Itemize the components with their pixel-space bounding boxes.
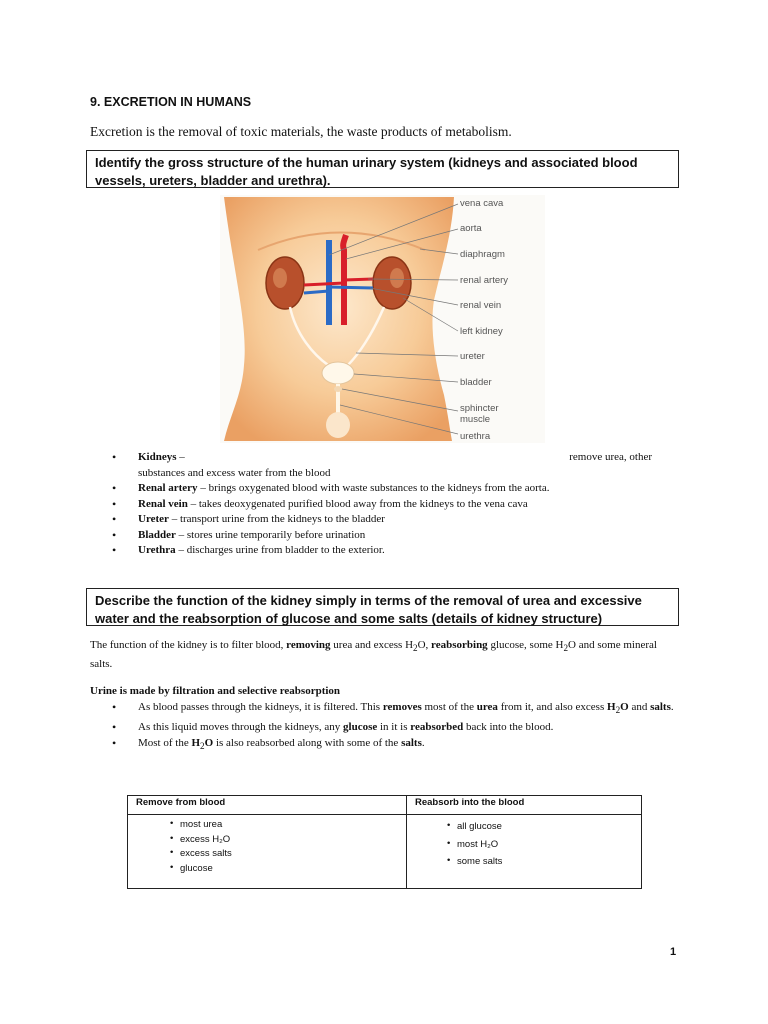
label-muscle: muscle [460, 414, 491, 425]
list-item [112, 512, 652, 528]
list-item [112, 497, 652, 513]
label-ureter: ureter [460, 351, 485, 362]
separator: – [175, 528, 187, 541]
urethra-description: discharges urine from bladder to the exterior. [186, 544, 385, 556]
list-item: • excess salts [170, 847, 406, 862]
list-item: • excess H₂O [170, 833, 406, 848]
renal-artery-right [304, 283, 344, 285]
kidneys-line [138, 450, 652, 466]
bladder [322, 362, 354, 384]
label-renal-vein: renal vein [460, 300, 502, 311]
renal-vein-description: takes deoxygenated purified blood away from the kidneys to the vena cava [198, 497, 528, 510]
label-sphincter: sphincter [460, 403, 499, 414]
list-item: • all glucose [447, 818, 641, 836]
term-ureter: Ureter [138, 513, 169, 525]
table-header-reabsorb: Reabsorb into the blood [407, 796, 642, 815]
right-kidney-highlight [273, 268, 287, 288]
list-item: • glucose [170, 862, 406, 877]
list-item: • As this liquid moves through the kidneys, any glucose in it is reabsorbed back into the blood. [112, 720, 677, 736]
label-urethra: urethra [460, 431, 491, 442]
list-item [112, 450, 652, 481]
intro-text: Excretion is the removal of toxic materials, the waste products of metabolism. [90, 124, 512, 139]
list-item [112, 528, 652, 544]
table-header-remove: Remove from blood [128, 796, 407, 815]
left-kidney-highlight [390, 268, 404, 288]
list-item [112, 481, 652, 497]
urinary-system-diagram [220, 195, 545, 443]
kidneys-description-start: remove urea, other [569, 451, 652, 463]
list-item: • some salts [447, 853, 641, 871]
label-vena-cava: vena cava [460, 198, 504, 209]
renal-vein-right [304, 291, 329, 293]
list-item: • As blood passes through the kidneys, it is filtered. This removes most of the urea from it, and also excess $H_2O$ and salts. [112, 700, 677, 719]
kidneys-description-end: substances and excess water from the blood [138, 466, 331, 479]
remove-reabsorb-table [127, 795, 642, 889]
table-cell-remove [128, 815, 407, 889]
table-cell-reabsorb [407, 815, 642, 889]
term-renal-vein: Renal vein [138, 497, 188, 510]
renal-vein-left [329, 287, 373, 288]
separator: – [187, 497, 199, 510]
sphincter-muscle [334, 386, 342, 392]
separator: – [176, 451, 185, 463]
structures-list [112, 450, 652, 559]
renal-artery-description: brings oxygenated blood with waste substances to the kidneys from the aorta. [208, 482, 550, 494]
urine-points-list [112, 700, 677, 755]
page-number: 1 [670, 946, 677, 958]
table-header-row [128, 796, 642, 815]
list-item: • Most of the $H_2O$ is also reabsorbed along with some of the salts. [112, 736, 677, 755]
term-renal-artery: Renal artery [138, 482, 198, 494]
kidney-function-paragraph: The function of the kidney is to filter blood, removing urea and excess $H_2O$, reabsorbing glucose, some $H_2O$ and some mineral salts. [90, 639, 657, 670]
bladder-description: stores urine temporarily before urination [186, 528, 366, 541]
list-item [112, 543, 652, 559]
separator: – [197, 482, 209, 494]
external-genitalia [326, 412, 350, 438]
table-row [128, 815, 642, 889]
label-bladder: bladder [460, 377, 492, 388]
label-aorta: aorta [460, 223, 482, 234]
urine-heading: Urine is made by filtration and selective reabsorption [90, 685, 341, 697]
page-title: 9. EXCRETION IN HUMANS [90, 95, 252, 109]
label-left-kidney: left kidney [460, 326, 503, 337]
ureter-description: transport urine from the kidneys to the bladder [179, 513, 385, 525]
term-kidneys: Kidneys [138, 451, 177, 463]
label-diaphragm: diaphragm [460, 249, 505, 260]
list-item: • most H₂O [447, 836, 641, 854]
objective-box-structure: Identify the gross structure of the human urinary system (kidneys and associated blood vessels, ureters, bladder and urethra). [86, 150, 679, 188]
list-item: • most urea [170, 818, 406, 833]
separator: – [175, 544, 187, 556]
objective-box-function: Describe the function of the kidney simply in terms of the removal of urea and excessive water and the reabsorption of glucose and some salts (details of kidney structure) [86, 588, 679, 626]
term-urethra: Urethra [138, 544, 176, 556]
term-bladder: Bladder [138, 528, 176, 541]
label-renal-artery: renal artery [460, 275, 509, 286]
separator: – [168, 513, 180, 525]
